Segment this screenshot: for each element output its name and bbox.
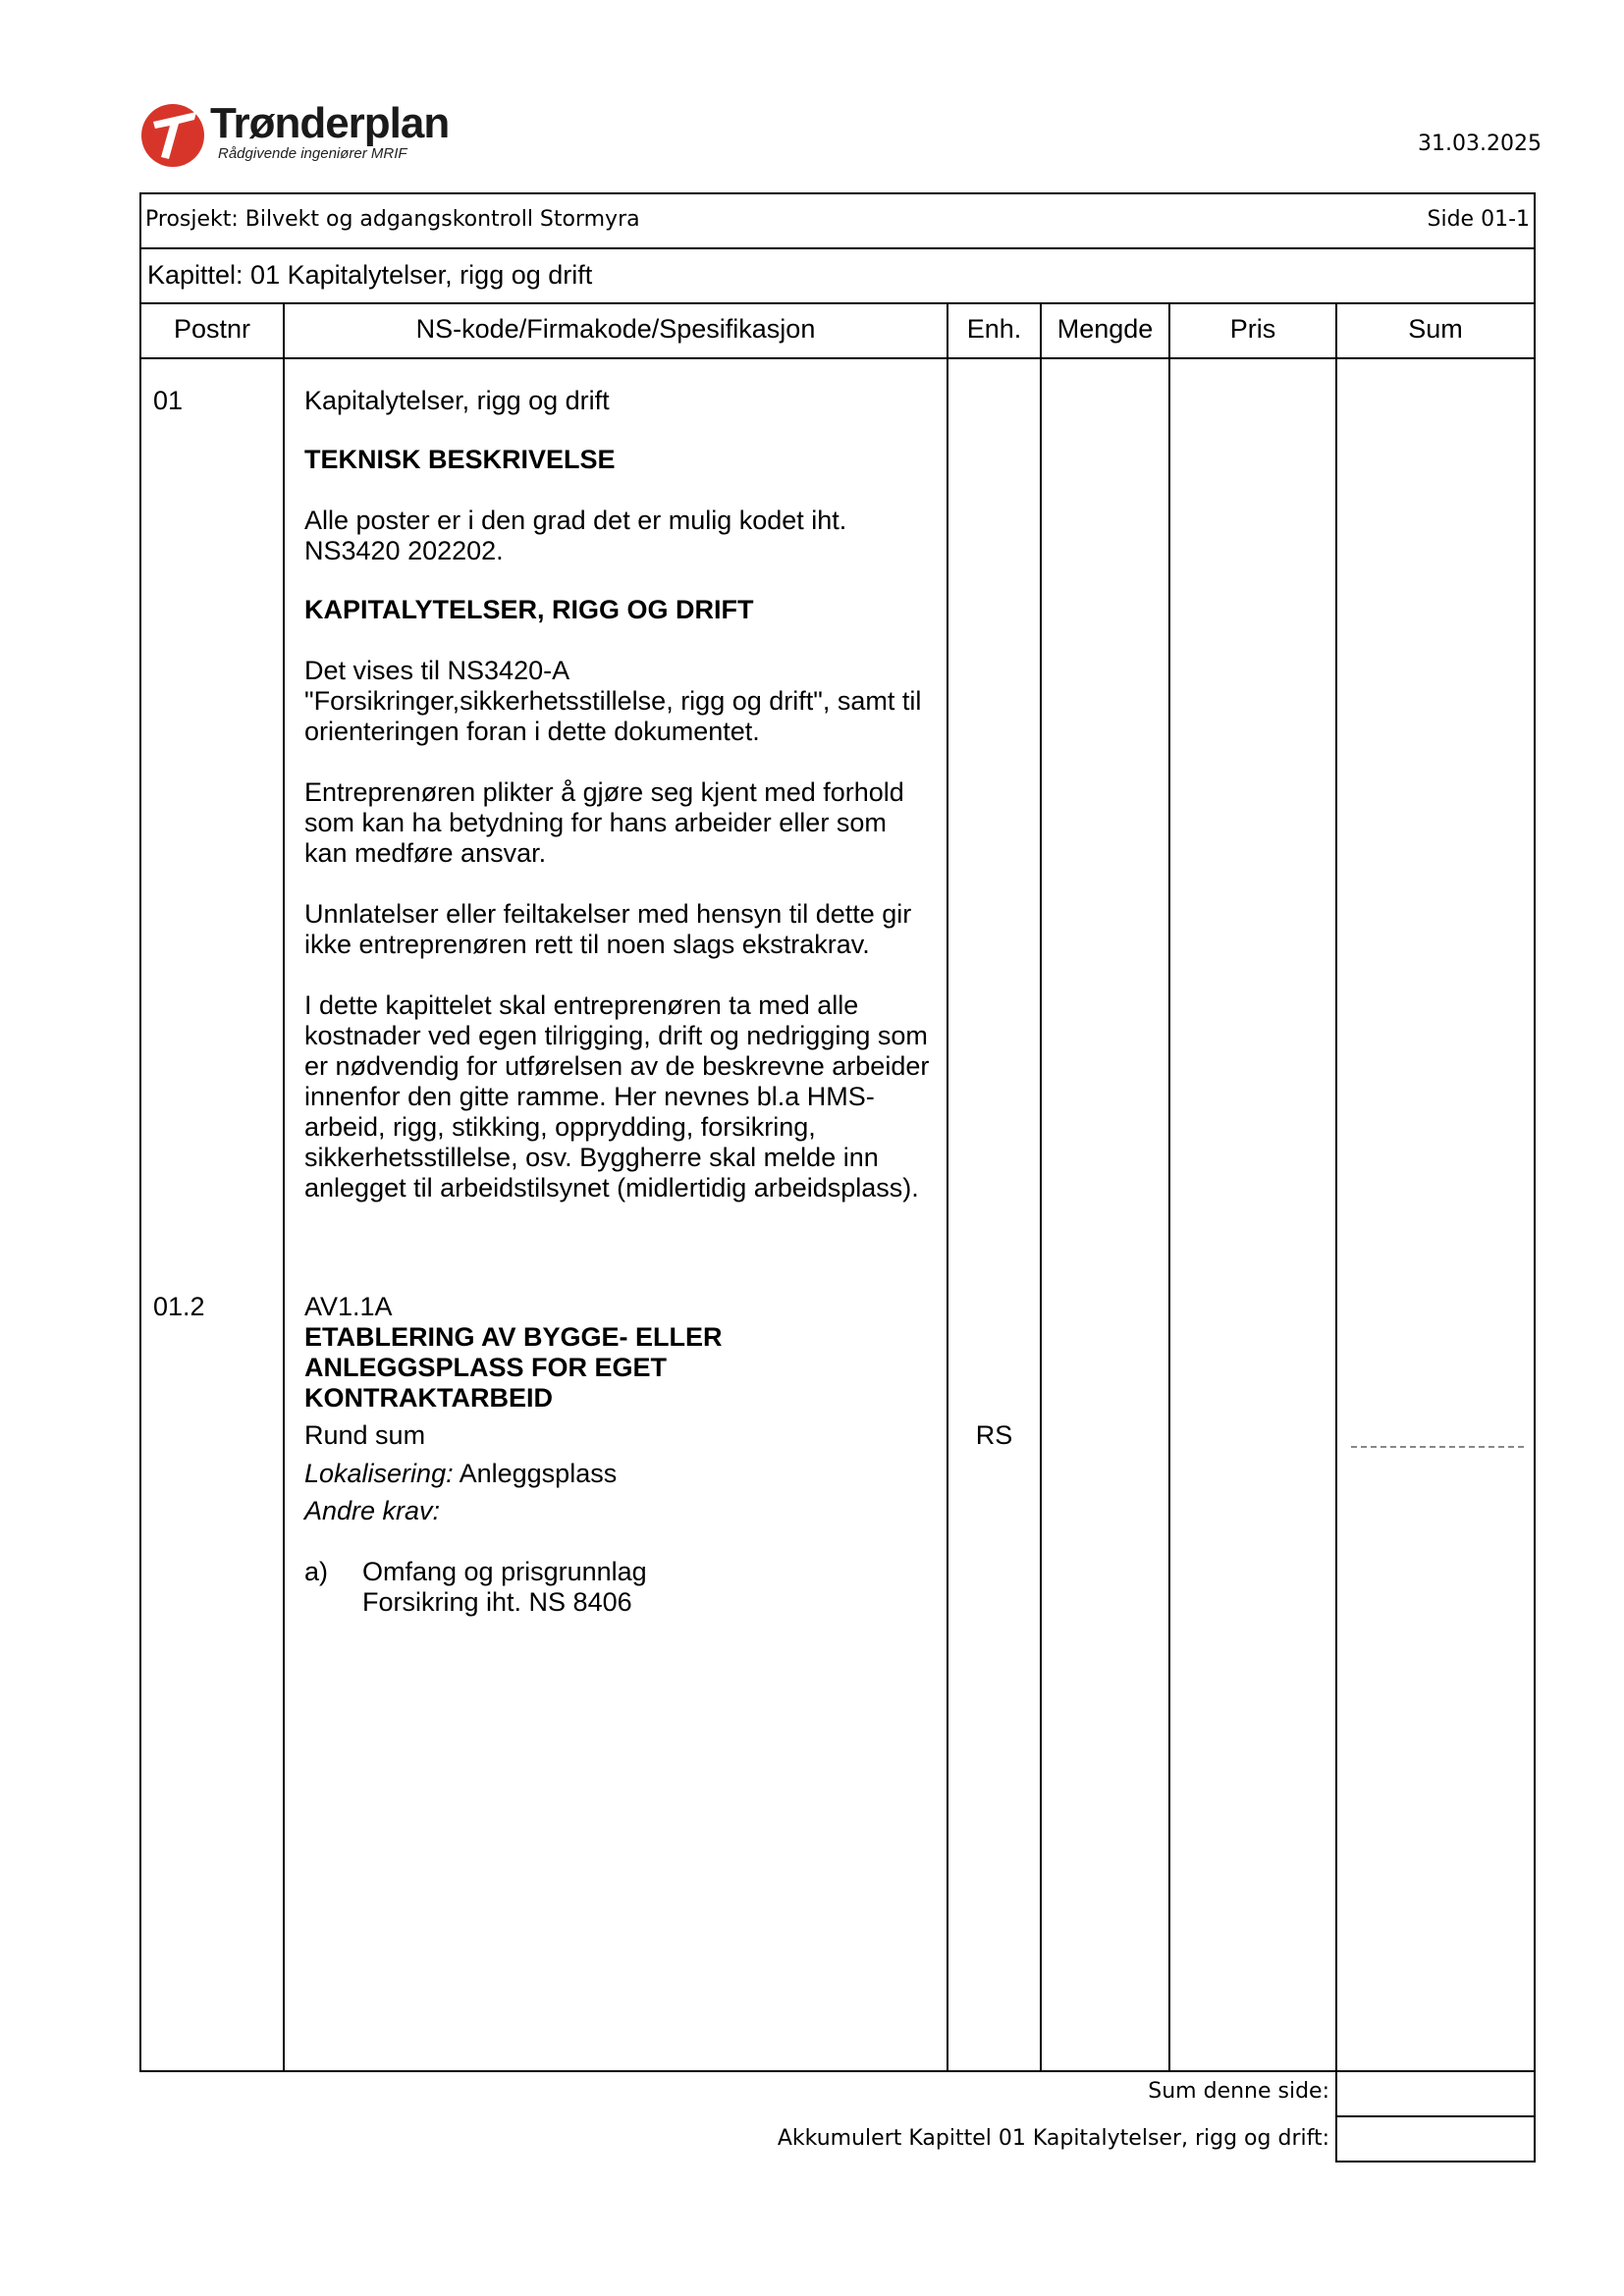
accumulated-label: Akkumulert Kapittel 01 Kapitalytelser, rigg og drift: bbox=[777, 2126, 1329, 2151]
company-subtitle: Rådgivende ingeniører MRIF bbox=[218, 145, 407, 162]
column-header-price: Pris bbox=[1229, 314, 1276, 344]
column-header-unit: Enh. bbox=[966, 314, 1022, 344]
post-title-line: KONTRAKTARBEID bbox=[304, 1383, 553, 1413]
column-header-postnr: Postnr bbox=[173, 314, 251, 344]
location-label: Lokalisering: bbox=[304, 1459, 454, 1488]
paragraph-line: som kan ha betydning for hans arbeider eller som bbox=[304, 808, 887, 837]
paragraph-line: orienteringen foran i dette dokumentet. bbox=[304, 717, 760, 746]
paragraph-line: sikkerhetsstillelse, osv. Byggherre skal melde inn bbox=[304, 1143, 879, 1172]
unit-value: RS bbox=[975, 1420, 1013, 1450]
paragraph-line: Alle poster er i den grad det er mulig kodet iht. bbox=[304, 506, 847, 535]
accumulated-box bbox=[1335, 2115, 1536, 2163]
paragraph-line: Det vises til NS3420-A bbox=[304, 656, 570, 685]
trondeplan-logo-icon bbox=[139, 98, 206, 169]
location-value: Anleggsplass bbox=[459, 1459, 618, 1488]
location-row bbox=[304, 1459, 952, 1489]
paragraph-line: ikke entreprenøren rett til noen slags ekstrakrav. bbox=[304, 930, 870, 959]
post-number: 01 bbox=[153, 386, 184, 415]
list-item-line: Omfang og prisgrunnlag bbox=[362, 1557, 647, 1586]
paragraph-line: kostnader ved egen tilrigging, drift og nedrigging som bbox=[304, 1021, 928, 1050]
paragraph-line: arbeid, rigg, stikking, opprydding, forsikring, bbox=[304, 1112, 816, 1142]
list-marker: a) bbox=[304, 1557, 329, 1586]
column-divider bbox=[1168, 302, 1170, 2072]
other-requirements-label: Andre krav: bbox=[304, 1496, 441, 1525]
paragraph-line: Entreprenøren plikter å gjøre seg kjent med forhold bbox=[304, 777, 904, 807]
sum-placeholder-line bbox=[1351, 1446, 1524, 1448]
company-name: Trønderplan bbox=[210, 99, 450, 147]
post-number: 01.2 bbox=[153, 1292, 205, 1321]
post-title-line: ANLEGGSPLASS FOR EGET bbox=[304, 1353, 668, 1382]
paragraph-line: "Forsikringer,sikkerhetsstillelse, rigg og drift", samt til bbox=[304, 686, 922, 716]
section-heading: KAPITALYTELSER, RIGG OG DRIFT bbox=[304, 595, 754, 624]
project-title: Prosjekt: Bilvekt og adgangskontroll Stormyra bbox=[145, 207, 640, 232]
sum-page-label: Sum denne side: bbox=[1148, 2079, 1329, 2104]
chapter-title: Kapittel: 01 Kapitalytelser, rigg og drift bbox=[147, 260, 593, 290]
column-header-quantity: Mengde bbox=[1056, 314, 1154, 344]
row-divider bbox=[139, 302, 1536, 304]
column-divider bbox=[1040, 302, 1042, 2072]
paragraph-line: anlegget til arbeidstilsynet (midlertidig arbeidsplass). bbox=[304, 1173, 919, 1202]
column-header-spec: NS-kode/Firmakode/Spesifikasjon bbox=[415, 314, 816, 344]
company-logo bbox=[139, 98, 450, 169]
unit-description: Rund sum bbox=[304, 1420, 426, 1450]
post-title: Kapitalytelser, rigg og drift bbox=[304, 386, 610, 415]
paragraph-line: er nødvendig for utførelsen av de beskrevne arbeider bbox=[304, 1051, 930, 1081]
paragraph-line: Unnlatelser eller feiltakelser med hensyn til dette gir bbox=[304, 899, 912, 929]
post-title-line: ETABLERING AV BYGGE- ELLER bbox=[304, 1322, 723, 1352]
section-heading: TEKNISK BESKRIVELSE bbox=[304, 445, 616, 474]
paragraph-line: kan medføre ansvar. bbox=[304, 838, 547, 868]
row-divider bbox=[139, 247, 1536, 249]
post-code: AV1.1A bbox=[304, 1292, 393, 1321]
paragraph-line: I dette kapittelet skal entreprenøren ta med alle bbox=[304, 990, 859, 1020]
page-number: Side 01-1 bbox=[1427, 207, 1530, 232]
column-divider bbox=[283, 302, 285, 2072]
header-divider bbox=[139, 357, 1536, 359]
column-divider bbox=[1335, 302, 1337, 2072]
list-item-line: Forsikring iht. NS 8406 bbox=[362, 1587, 632, 1617]
column-header-sum: Sum bbox=[1408, 314, 1463, 344]
paragraph-line: innenfor den gitte ramme. Her nevnes bl.a HMS- bbox=[304, 1082, 875, 1111]
sum-page-box bbox=[1335, 2070, 1536, 2117]
document-date: 31.03.2025 bbox=[1418, 132, 1542, 156]
paragraph-line: NS3420 202202. bbox=[304, 536, 504, 565]
